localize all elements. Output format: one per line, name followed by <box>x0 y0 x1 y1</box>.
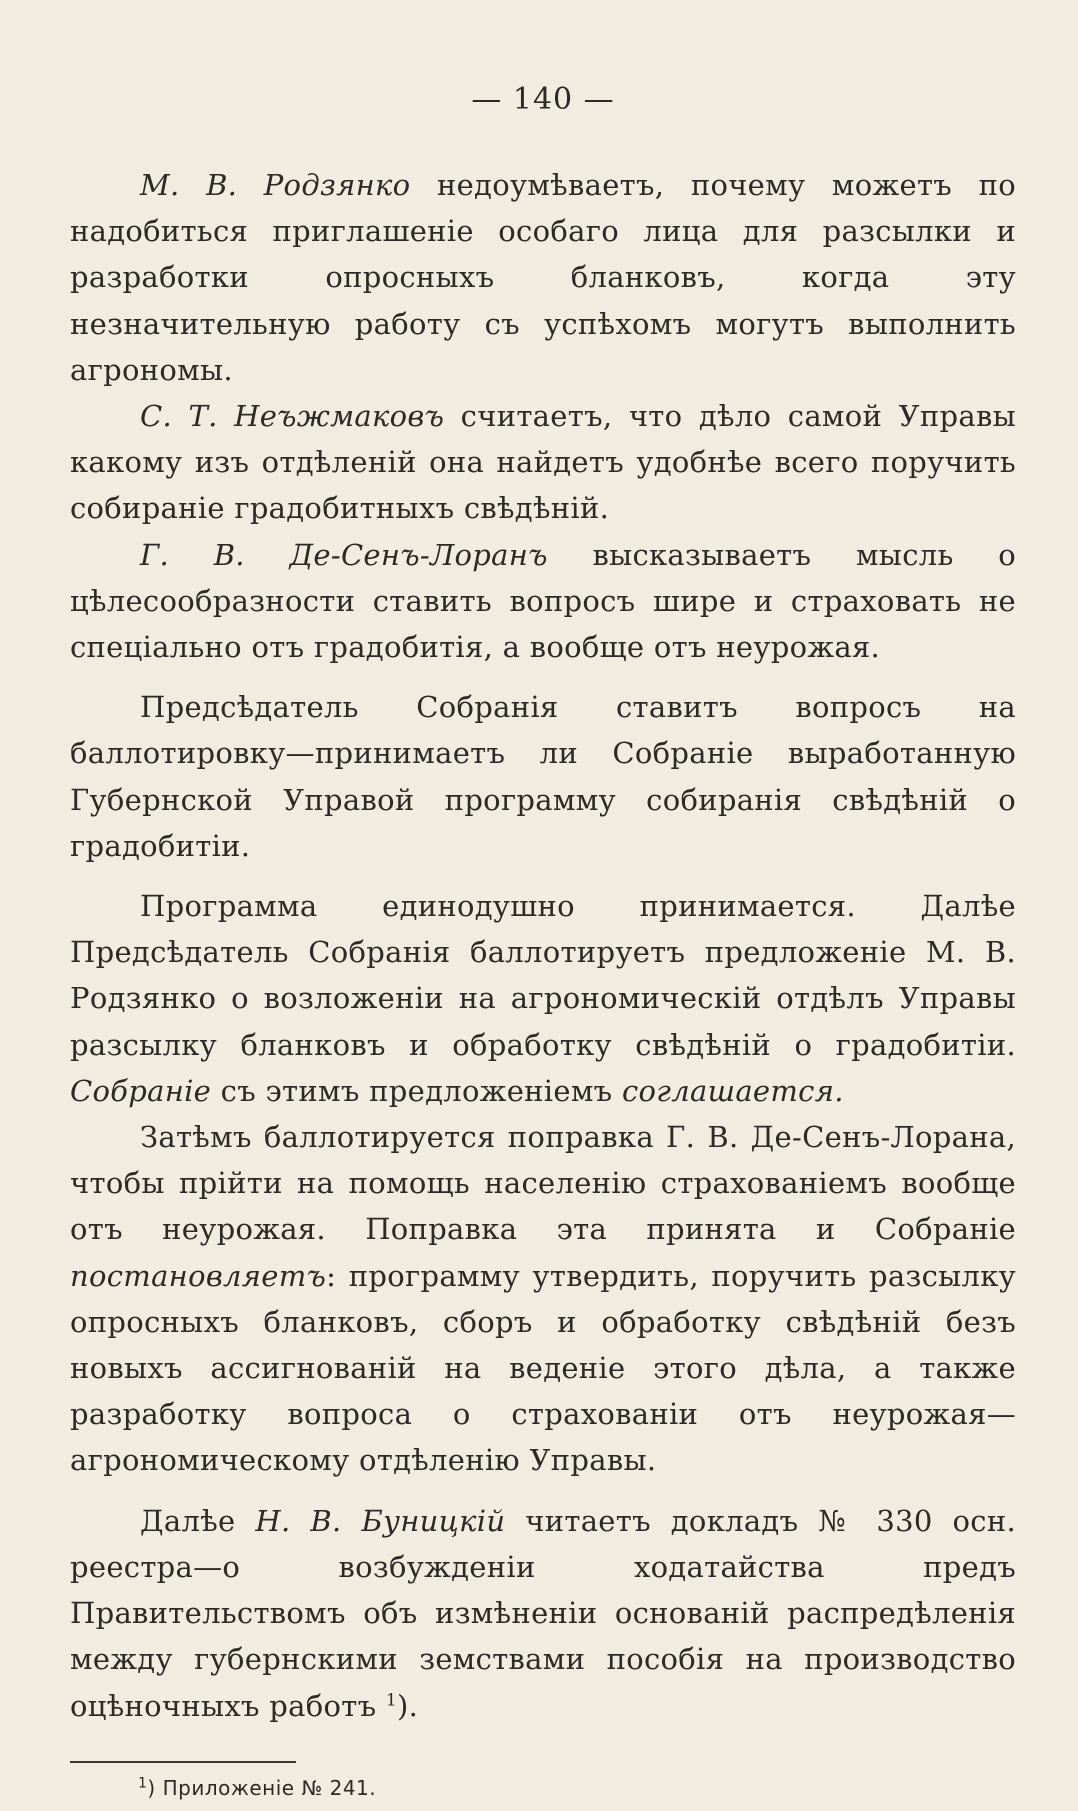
italic-text: М. В. Родзянко <box>140 168 411 202</box>
italic-text: Н. В. Буницкій <box>255 1503 506 1538</box>
text-run: съ этимъ предложеніемъ <box>211 1073 622 1108</box>
para-nezhmakov <box>70 393 1016 532</box>
footnote-divider <box>70 1761 296 1763</box>
footnote-text: ) Приложеніе № 241. <box>147 1775 377 1800</box>
italic-text: Собраніе <box>70 1073 212 1108</box>
para-bunitsky <box>70 1498 1016 1729</box>
footnote-marker: 1 <box>138 1775 148 1792</box>
footnote-reference: 1 <box>385 1689 398 1710</box>
para-de-sen-loran <box>70 532 1016 671</box>
body-text <box>70 162 1016 1729</box>
text-run: высказываетъ мысль о цѣлесообразности ставить вопросъ шире и страховать не спеціально отъ градобитія, а вообще отъ неурожая. <box>70 537 1016 665</box>
text-run: Далѣе <box>140 1503 256 1538</box>
text-run: Программа единодушно принимается. Далѣе Предсѣдатель Собранія баллотируетъ предложеніе М. В. Родзянко о возложеніи на агрономическій отдѣлъ Управы разсылку бланковъ и обработку свѣдѣній о градобитіи. <box>70 889 1016 1062</box>
para-program-accepted <box>70 883 1016 1114</box>
text-run: : программу утвердить, поручить разсылку опросныхъ бланковъ, сборъ и обработку свѣдѣній безъ новыхъ ассигнованій на веденіе этого дѣла, а также разработку вопроса о страхованіи отъ неурожая—агрономическому отдѣленію Управы. <box>70 1258 1016 1478</box>
text-run: недоумѣваетъ, почему можетъ по надобиться приглашеніе особаго лица для разсылки и разработки опросныхъ бланковъ, когда эту незначительную работу съ успѣхомъ могутъ выполнить агрономы. <box>70 168 1017 387</box>
italic-text: постановляетъ <box>70 1258 327 1293</box>
text-run: Предсѣдатель Собранія ставитъ вопросъ на баллотировку—принимаетъ ли Собраніе выработанную Губернской Управой программу собиранія свѣдѣній о градобитіи. <box>70 690 1016 863</box>
italic-text: Г. В. Де-Сенъ-Лоранъ <box>140 537 548 572</box>
page-content <box>70 80 1016 1803</box>
text-run: ). <box>397 1688 419 1723</box>
italic-text: соглашается. <box>621 1073 844 1108</box>
para-amendment <box>70 1114 1016 1484</box>
text-run: Затѣмъ баллотируется поправка Г. В. Де-Сенъ-Лорана, чтобы прійти на помощь населенію страхованіемъ вообще отъ неурожая. Поправка эта принята и Собраніе <box>70 1120 1016 1247</box>
text-run: читаетъ докладъ № 330 осн. реестра—о возбужденіи ходатайства предъ Правительствомъ объ измѣненіи основаній распредѣленія между губернскими земствами пособія на производство оцѣночныхъ работъ <box>70 1503 1016 1723</box>
page-number: — 140 — <box>471 82 615 117</box>
para-chairman-vote <box>70 684 1016 869</box>
italic-text: С. Т. Неъжмаковъ <box>140 399 445 434</box>
footnote <box>138 1773 1016 1803</box>
para-rodzyanko <box>70 162 1016 393</box>
text-run: считаетъ, что дѣло самой Управы какому изъ отдѣленій она найдетъ удобнѣе всего поручить собираніе градобитныхъ свѣдѣній. <box>70 399 1016 526</box>
